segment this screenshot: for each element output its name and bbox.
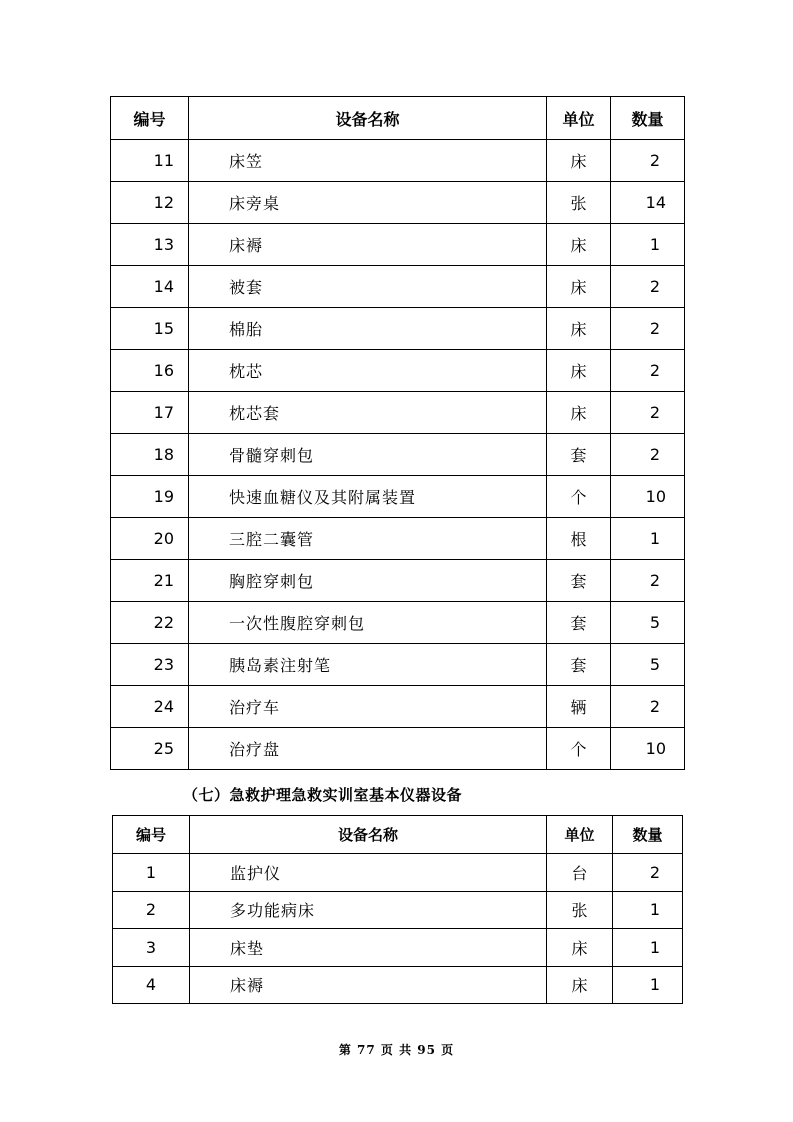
cell-unit: 床 — [547, 350, 611, 392]
cell-unit: 张 — [547, 891, 613, 929]
cell-number: 21 — [111, 560, 189, 602]
cell-equipment-name: 床笠 — [189, 140, 547, 182]
table-row — [113, 854, 683, 892]
cell-quantity: 2 — [611, 392, 685, 434]
cell-number: 13 — [111, 224, 189, 266]
header-number: 编号 — [113, 816, 190, 854]
page-footer: 第 77 页 共 95 页 — [338, 1043, 455, 1057]
cell-quantity: 2 — [611, 140, 685, 182]
cell-equipment-name: 一次性腹腔穿刺包 — [189, 602, 547, 644]
cell-unit: 套 — [547, 434, 611, 476]
cell-quantity: 2 — [611, 434, 685, 476]
cell-equipment-name: 监护仪 — [190, 854, 547, 892]
cell-equipment-name: 床旁桌 — [189, 182, 547, 224]
cell-quantity: 1 — [611, 224, 685, 266]
cell-quantity: 1 — [611, 518, 685, 560]
cell-unit: 套 — [547, 560, 611, 602]
cell-equipment-name: 骨髓穿刺包 — [189, 434, 547, 476]
cell-unit: 床 — [547, 392, 611, 434]
cell-equipment-name: 枕芯套 — [189, 392, 547, 434]
cell-equipment-name: 棉胎 — [189, 308, 547, 350]
table-row — [111, 224, 685, 266]
cell-equipment-name: 胸腔穿刺包 — [189, 560, 547, 602]
cell-quantity: 14 — [611, 182, 685, 224]
header-unit: 单位 — [547, 816, 613, 854]
cell-equipment-name: 床垫 — [190, 929, 547, 967]
cell-quantity: 1 — [613, 929, 683, 967]
cell-number: 18 — [111, 434, 189, 476]
table-row — [111, 644, 685, 686]
header-equipment-name: 设备名称 — [189, 97, 547, 140]
cell-number: 16 — [111, 350, 189, 392]
table-row — [111, 686, 685, 728]
cell-equipment-name: 被套 — [189, 266, 547, 308]
table-row — [111, 476, 685, 518]
table-row — [111, 182, 685, 224]
cell-quantity: 2 — [611, 686, 685, 728]
cell-quantity: 5 — [611, 644, 685, 686]
cell-quantity: 2 — [611, 560, 685, 602]
cell-equipment-name: 枕芯 — [189, 350, 547, 392]
cell-number: 22 — [111, 602, 189, 644]
cell-number: 4 — [113, 966, 190, 1004]
cell-quantity: 10 — [611, 476, 685, 518]
cell-equipment-name: 胰岛素注射笔 — [189, 644, 547, 686]
table-header-row — [113, 816, 683, 854]
cell-quantity: 2 — [611, 308, 685, 350]
cell-number: 1 — [113, 854, 190, 892]
table-row — [113, 966, 683, 1004]
table-row — [111, 350, 685, 392]
cell-number: 23 — [111, 644, 189, 686]
cell-unit: 根 — [547, 518, 611, 560]
cell-number: 17 — [111, 392, 189, 434]
table-row — [113, 891, 683, 929]
cell-equipment-name: 多功能病床 — [190, 891, 547, 929]
table-row — [111, 140, 685, 182]
cell-unit: 套 — [547, 644, 611, 686]
cell-equipment-name: 三腔二囊管 — [189, 518, 547, 560]
table-row — [111, 518, 685, 560]
cell-equipment-name: 床褥 — [189, 224, 547, 266]
cell-unit: 辆 — [547, 686, 611, 728]
cell-equipment-name: 快速血糖仪及其附属装置 — [189, 476, 547, 518]
table-header-row — [111, 97, 685, 140]
header-number: 编号 — [111, 97, 189, 140]
header-quantity: 数量 — [611, 97, 685, 140]
header-equipment-name: 设备名称 — [190, 816, 547, 854]
cell-unit: 床 — [547, 308, 611, 350]
table-row — [111, 308, 685, 350]
emergency-equipment-table — [112, 815, 683, 1004]
cell-unit: 套 — [547, 602, 611, 644]
header-quantity: 数量 — [613, 816, 683, 854]
cell-quantity: 10 — [611, 728, 685, 770]
cell-unit: 床 — [547, 140, 611, 182]
table-body — [111, 140, 685, 770]
table-row — [113, 929, 683, 967]
cell-quantity: 2 — [611, 266, 685, 308]
cell-unit: 个 — [547, 476, 611, 518]
cell-unit: 床 — [547, 224, 611, 266]
table-row — [111, 728, 685, 770]
table-row — [111, 602, 685, 644]
cell-unit: 床 — [547, 966, 613, 1004]
table-body — [113, 854, 683, 1004]
cell-equipment-name: 床褥 — [190, 966, 547, 1004]
cell-number: 25 — [111, 728, 189, 770]
cell-number: 14 — [111, 266, 189, 308]
cell-quantity: 2 — [611, 350, 685, 392]
cell-number: 3 — [113, 929, 190, 967]
cell-quantity: 1 — [613, 966, 683, 1004]
table-row — [111, 392, 685, 434]
equipment-table-continued — [110, 96, 685, 770]
cell-quantity: 1 — [613, 891, 683, 929]
header-unit: 单位 — [547, 97, 611, 140]
cell-number: 19 — [111, 476, 189, 518]
cell-unit: 床 — [547, 266, 611, 308]
cell-number: 15 — [111, 308, 189, 350]
cell-equipment-name: 治疗盘 — [189, 728, 547, 770]
cell-number: 20 — [111, 518, 189, 560]
cell-equipment-name: 治疗车 — [189, 686, 547, 728]
cell-number: 24 — [111, 686, 189, 728]
cell-quantity: 5 — [611, 602, 685, 644]
table-row — [111, 266, 685, 308]
table-row — [111, 434, 685, 476]
cell-quantity: 2 — [613, 854, 683, 892]
table-row — [111, 560, 685, 602]
section-title: （七）急救护理急救实训室基本仪器设备 — [183, 786, 463, 804]
cell-unit: 张 — [547, 182, 611, 224]
cell-unit: 床 — [547, 929, 613, 967]
cell-unit: 个 — [547, 728, 611, 770]
cell-unit: 台 — [547, 854, 613, 892]
cell-number: 12 — [111, 182, 189, 224]
cell-number: 2 — [113, 891, 190, 929]
cell-number: 11 — [111, 140, 189, 182]
